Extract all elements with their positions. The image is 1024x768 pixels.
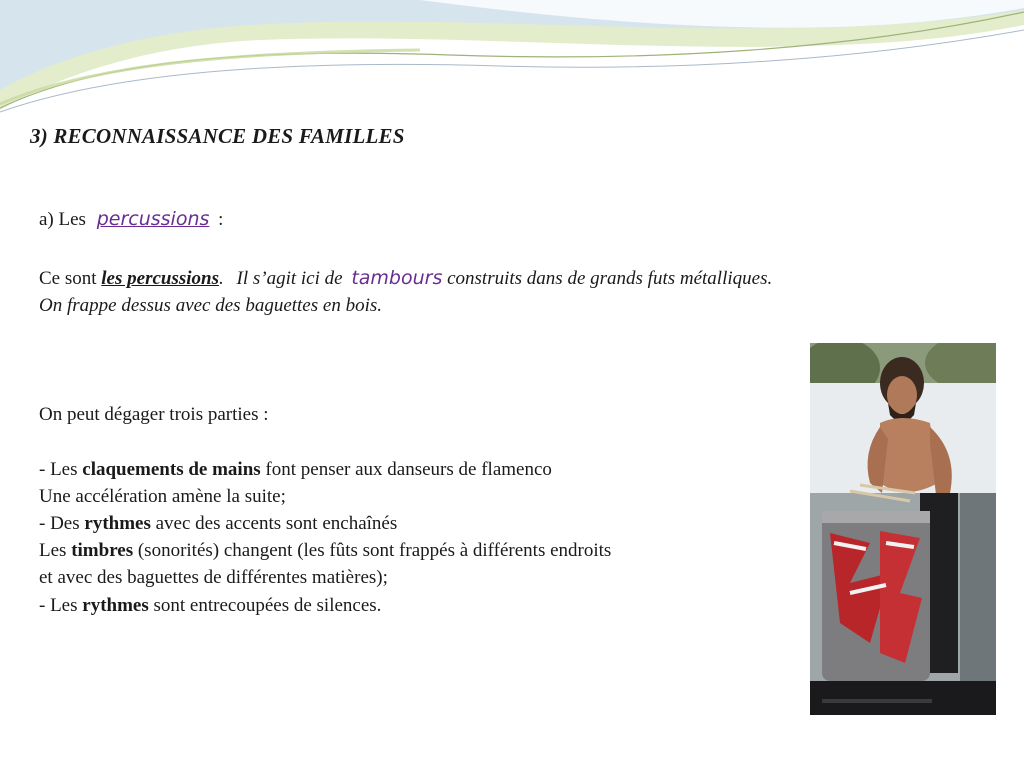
part-line-3: [39, 513, 397, 535]
intro-italic: Il s’agit ici de: [236, 268, 343, 289]
subsection-a: [39, 208, 223, 231]
section-heading: 3) RECONNAISSANCE DES FAMILLES: [30, 124, 405, 148]
subsection-prefix: a) Les: [39, 209, 86, 230]
part1-post: font penser aux danseurs de flamenco: [265, 459, 552, 480]
part-line-5: et avec des baguettes de différentes matières);: [39, 567, 388, 588]
part1-pre: - Les: [39, 459, 78, 480]
part-line-4: [39, 540, 611, 562]
part6-post: sont entrecoupées de silences.: [153, 595, 382, 616]
subsection-suffix: :: [218, 209, 224, 230]
parts-intro: On peut dégager trois parties :: [39, 404, 269, 425]
intro-line-2: On frappe dessus avec des baguettes en bois.: [39, 295, 382, 316]
part3-post: avec des accents sont enchaînés: [155, 513, 398, 534]
tambours-keyword: tambours: [351, 267, 443, 289]
intro-start: Ce sont: [39, 268, 97, 289]
drummer-photo: [810, 343, 996, 715]
part4-post: (sonorités) changent (les fûts sont frappés à différents endroits: [137, 540, 612, 561]
part-line-6: [39, 595, 381, 617]
part-line-1: [39, 459, 552, 481]
part-line-2: Une accélération amène la suite;: [39, 486, 286, 507]
part1-bold: claquements de mains: [82, 459, 261, 480]
part6-bold: rythmes: [82, 595, 149, 616]
percussions-link[interactable]: percussions: [96, 208, 210, 230]
part3-bold: rythmes: [84, 513, 151, 534]
part4-bold: timbres: [71, 540, 134, 561]
part6-pre: - Les: [39, 595, 78, 616]
header-wave-decoration: [0, 0, 1024, 120]
part4-pre: Les: [39, 540, 67, 561]
intro-end: construits dans de grands futs métalliques.: [447, 268, 773, 289]
intro-bold: les percussions: [101, 268, 219, 289]
intro-line-1: [39, 267, 772, 290]
intro-dot: .: [219, 268, 224, 289]
part3-pre: - Des: [39, 513, 80, 534]
